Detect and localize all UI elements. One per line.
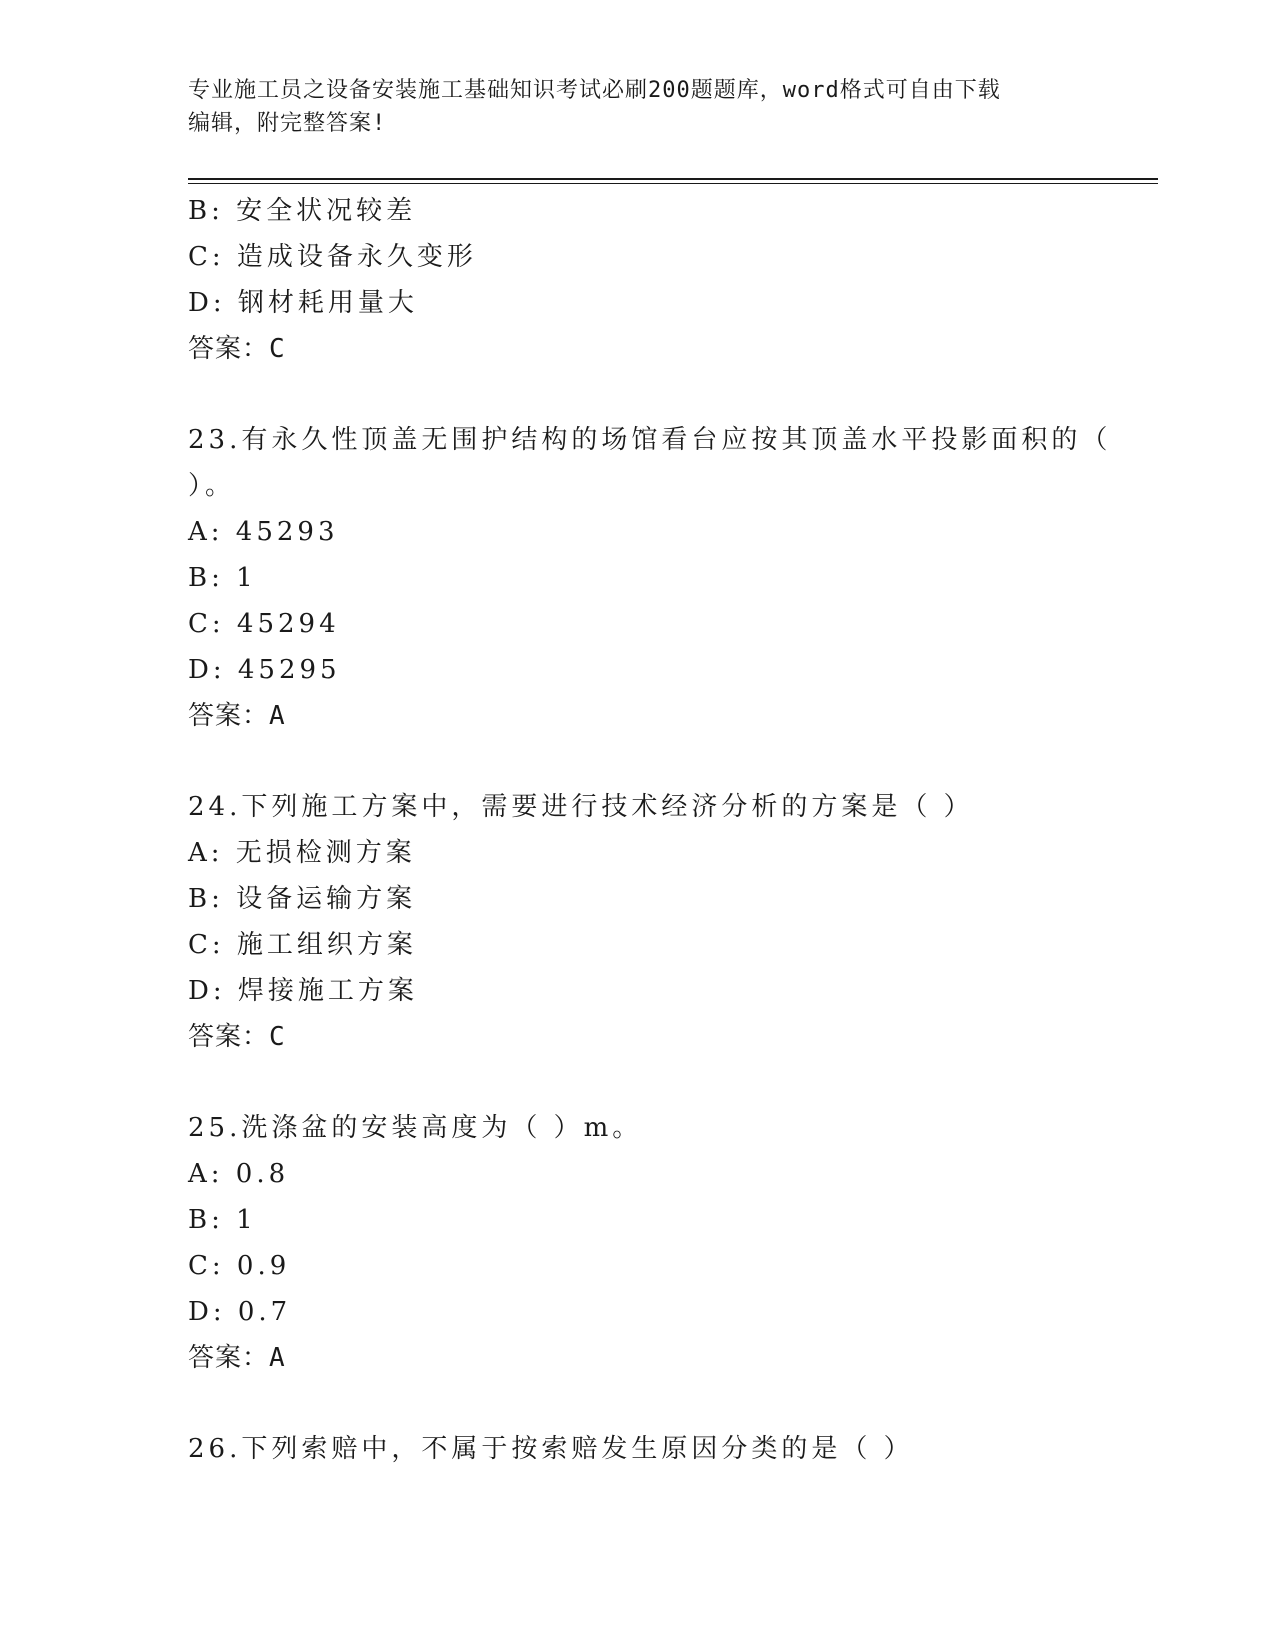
answer-line [188,1014,1088,1060]
header-title-line-1: 专业施工员之设备安装施工基础知识考试必刷200题题库，word格式可自由下载 [188,78,1001,103]
option-d: D: 焊接施工方案 [188,976,418,1006]
answer-label: 答案： [188,1022,270,1052]
question-stem: 25.洗涤盆的安装高度为（ ）m。 [188,1113,643,1143]
answer-value: C [269,334,286,364]
answer-value: A [269,1343,286,1373]
question-23 [188,417,1112,739]
option-d: D: 45295 [188,655,341,685]
question-stem: 23.有永久性顶盖无围护结构的场馆看台应按其顶盖水平投影面积的（ [188,425,1112,455]
header-divider-thin [188,183,1158,184]
option-a: A: 0.8 [188,1159,290,1189]
option-a: A: 无损检测方案 [188,838,416,868]
question-24 [188,784,1088,1060]
option-b: B: 1 [188,1205,257,1235]
option-b: B: 安全状况较差 [188,196,417,226]
option-c: C: 45294 [188,609,340,639]
option-c: C: 施工组织方案 [188,930,417,960]
answer-line [188,326,1088,372]
question-stem: 24.下列施工方案中，需要进行技术经济分析的方案是（ ） [188,792,974,822]
option-b: B: 1 [188,563,257,593]
question-22-continued [188,188,1088,372]
question-25 [188,1105,1088,1381]
answer-label: 答案： [188,701,270,731]
question-26 [188,1426,1088,1472]
option-d: D: 0.7 [188,1297,292,1327]
answer-value: A [269,701,286,731]
option-d: D: 钢材耗用量大 [188,288,418,318]
option-c: C: 造成设备永久变形 [188,242,477,272]
answer-line [188,693,1088,739]
answer-value: C [269,1022,286,1052]
option-a: A: 45293 [188,517,339,547]
document-header [188,74,1068,140]
question-stem-continued: ）。 [188,471,236,501]
option-b: B: 设备运输方案 [188,884,417,914]
answer-line [188,1335,1088,1381]
question-list [188,188,1112,1472]
option-c: C: 0.9 [188,1251,291,1281]
question-stem: 26.下列索赔中，不属于按索赔发生原因分类的是（ ） [188,1434,914,1464]
answer-label: 答案： [188,334,270,364]
header-title-line-2: 编辑，附完整答案! [188,111,387,136]
header-divider-thick [188,178,1158,180]
answer-label: 答案： [188,1343,270,1373]
